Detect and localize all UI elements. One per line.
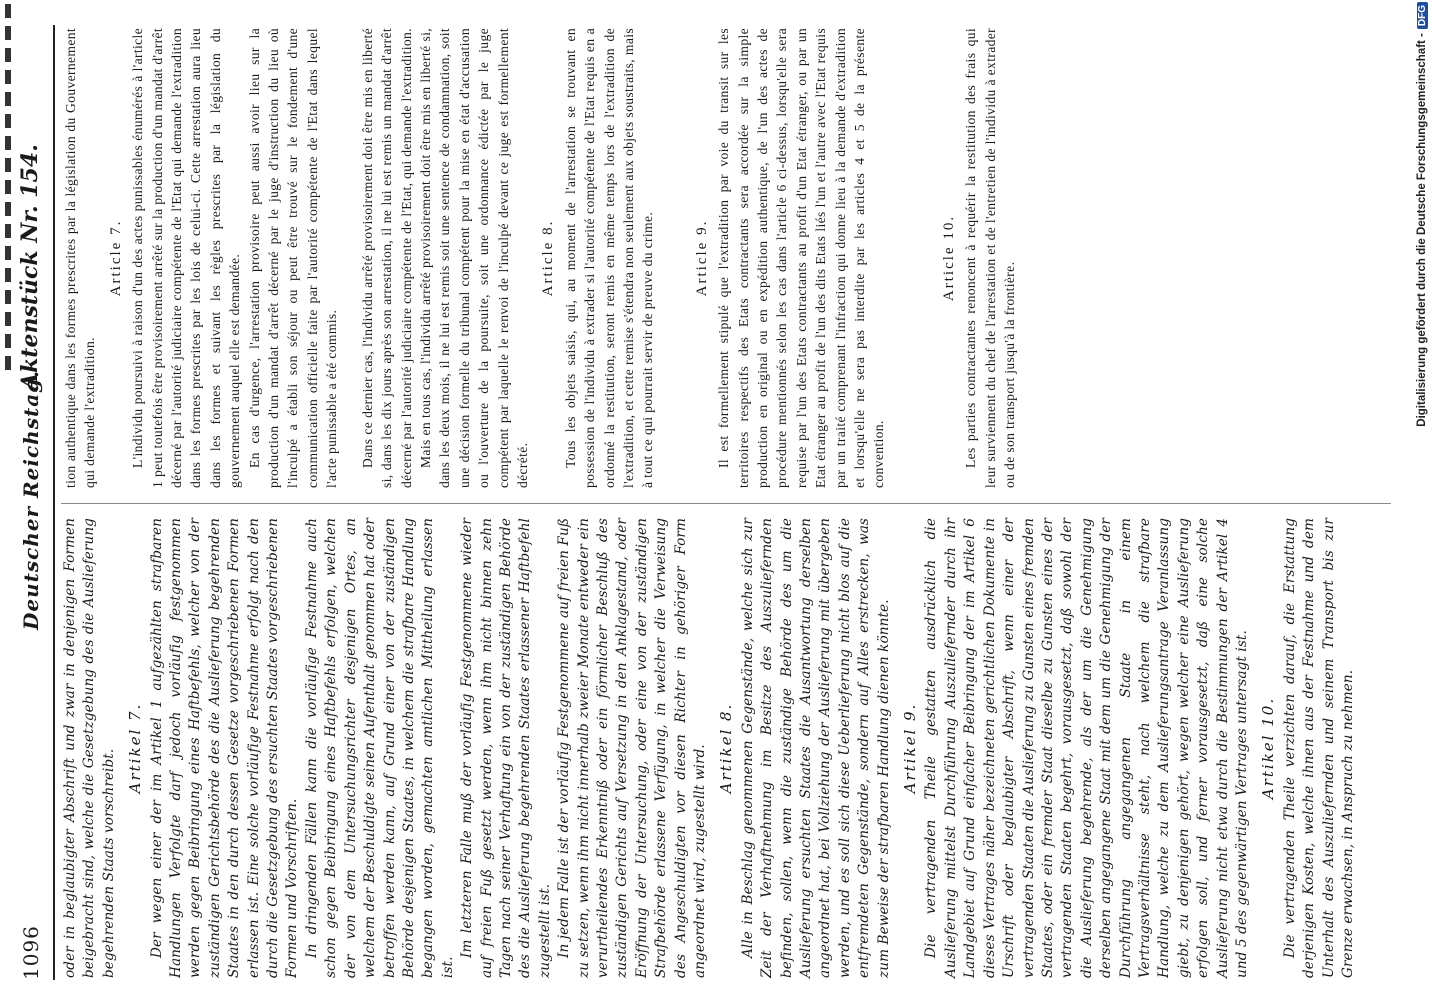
digitization-note <box>1416 2 1432 992</box>
german-article-7-para-3: Im letzteren Falle muß der vorläufig Festgenommene wieder auf freien Fuß gesetzt werden, wenn ihm nicht binnen zehn Tagen nach seiner Verhaftung ein von der zuständigen Behörde des die Auslieferung begehrenden Staates erlassener Haftbefehl zugestellt ist. <box>459 518 553 978</box>
french-article-7-para-3: Dans ce dernier cas, l'individu arrêté provisoirement doit être mis en liberté si, dans les dix jours après son arrestation, il ne lui est remis un mandat d'arrêt décerné par l'autorité judiciaire compétente de l'Etat, qui demande l'extradition. <box>359 28 414 488</box>
german-article-8-heading: Artikel 8. <box>717 702 736 794</box>
french-article-8-para-1: Tous les objets saisis, qui, au moment de l'arrestation se trouvant en possession de l'individu à extrader si l'autorité compétente de l'Etat requis en a ordonné la restitution, seront remis en même temps lors de l'extradition de l'extradition, et cette remise s'étendra non seulement aux objets soustraits, mais à tout ce qui pourrait servir de preuve du crime. <box>562 28 656 488</box>
french-column <box>61 28 1019 488</box>
german-article-7-heading: Artikel 7. <box>126 702 145 794</box>
digitization-footer <box>1414 2 1432 998</box>
german-article-9-heading: Artikel 9. <box>901 702 920 794</box>
french-intro: tion authentique dans les formes prescrites par la législation du Gouvernement qui demande l'extradition. <box>63 28 98 488</box>
french-article-10-heading: Article 10. <box>940 214 957 302</box>
french-article-7-para-2: En cas d'urgence, l'arrestation provisoire peut aussi avoir lieu sur la production d'un mandat d'arrêt décerné par le juge d'instruction du lieu où l'inculpé a établi son séjour ou peut être trouvé sur le fondement d'une communication officielle faite par l'autorité compétente de l'Etat dans lequel l'acte punissable a été commis. <box>246 28 340 488</box>
german-article-9-para-1: Die vertragenden Theile gestatten ausdrücklich die Auslieferung mittelst Durchführung Auszuliefernder durch ihr Landgebiet auf Grund einfacher Beibringung der im Artikel 6 dieses Vertrages näher bezeichneten gerichtlichen Dokumente in Urschrift oder beglaubigter Abschrift, wenn einer der vertragenden Staaten die Auslieferung zu Gunsten eines fremden Staates, oder ein fremder Staat dieselbe zu Gunsten eines der vertragenden Staaten begehrt, vorausgesetzt, daß sowohl der die Auslieferung begehrende, als der um die Genehmigung derselben angegangene Staat mit dem um die Genehmigung der Durchführung angegangenen Staate in einem Vertragsverhältnisse steht, nach welchem die strafbare Handlung, welche zu dem Auslieferungsantrage Veranlassung giebt, zu denjenigen gehört, wegen welcher eine Auslieferung erfolgen soll, und ferner vorausgesetzt, daß eine solche Auslieferung nicht etwa durch die Bestimmungen der Artikel 4 und 5 des gegenwärtigen Vertrages untersagt ist. <box>923 518 1250 978</box>
german-article-10-para-1: Die vertragenden Theile verzichten darauf, die Erstattung derjenigen Kosten, welche ihnen aus der Festnahme und dem Unterhalt des Auszuliefernden und seinem Transport bis zur Grenze erwachsen, in Anspruch zu nehmen. <box>1281 518 1356 978</box>
french-article-10-para-1: Les parties contractantes renoncent à requérir la restitution des frais qui leur surviennent du chef de l'arrestation et de l'entretien de l'individu à extrader ou de son transport jusqu'à la frontière. <box>963 28 1018 488</box>
french-article-7-para-4: Mais en tous cas, l'individu arrêté provisoirement doit être mis en liberté si, dans les deux mois, il ne lui est remis soit une sentence de condamnation, soit une décision formelle du tribunal compétent pour la mise en état d'accusation ou l'ouverture de la poursuite, soit une ordonnance édictée par le juge compétent par laquelle le renvoi de l'inculpé devant ce juge est formellement décrété. <box>417 28 530 488</box>
french-article-8-heading: Article 8. <box>540 219 557 297</box>
german-intro: oder in beglaubigter Abschrift und zwar in denjenigen Formen beigebracht sind, welche die Gesetzgebung des die Auslieferung begehrenden Staats vorschreibt. <box>62 518 117 978</box>
scanned-page <box>5 10 1405 990</box>
scan-edge-artifact <box>5 0 11 370</box>
running-title: Deutscher Reichstag. <box>19 369 43 630</box>
german-article-7-para-1: Der wegen einer der im Artikel 1 aufgezählten strafbaren Handlungen Verfolgte darf jedoch vorläufig festgenommen werden gegen Beibringung eines Haftbefehls, welcher von der zuständigen Gerichtsbehörde des die Auslieferung begehrenden Staates in den durch dessen Gesetze vorgeschriebenen Formen erlassen ist. Eine solche vorläufige Festnahme erfolgt nach den durch die Gesetzgebung des ersuchten Staates vorgeschriebenen Formen und Vorschriften. <box>148 518 301 978</box>
page-header <box>13 25 55 980</box>
german-article-8-para-1: Alle in Beschlag genommenen Gegenstände, welche sich zur Zeit der Verhaftnehmung im Besitze des Auszuliefernden befinden, sollen, wenn die zuständige Behörde des um die Auslieferung ersuchten Staates die Ausantwortung derselben angeordnet hat, bei Vollziehung der Auslieferung mit übergeben werden, und es soll sich diese Ueberlieferung nicht blos auf die entfremdeten Gegenstände, sondern auf Alles erstrecken, was zum Beweise der strafbaren Handlung dienen könnte. <box>739 518 892 978</box>
french-article-9-heading: Article 9. <box>693 219 710 297</box>
french-article-7-heading: Article 7. <box>107 219 124 297</box>
german-article-7-para-2: In dringenden Fällen kann die vorläufige Festnahme auch schon gegen Beibringung eines Haftbefehls erfolgen, welchen der von dem Untersuchungsrichter desjenigen Ortes, an welchem der Beschuldigte seinen Aufenthalt genommen hat oder betroffen werden kann, auf Grund einer von der zuständigen Behörde desjenigen Staates, in welchem die strafbare Handlung begangen worden, gemachten amtlichen Mittheilung erlassen ist. <box>303 518 456 978</box>
german-article-7-para-4: In jedem Falle ist der vorläufig Festgenommene auf freien Fuß zu setzen, wenn ihm nicht innerhalb zweier Monate entweder ein verurtheilendes Erkenntniß oder ein förmlicher Beschluß des zuständigen Gerichts auf Versetzung in den Anklagestand, oder Eröffnung der Untersuchung, oder eine von der zuständigen Strafbehörde erlassene Verfügung, in welcher die Verweisung des Angeschuldigten vor diesen Richter in gehöriger Form angeordnet wird, zugestellt wird. <box>556 518 708 978</box>
french-article-7-para-1: L'individu poursuivi à raison d'un des actes punissables énumérés à l'article 1 peut toutefois être provisoirement arrêté sur la production d'un mandat d'arrêt décerné par l'autorité judiciaire compétente de l'Etat qui demande l'extradition dans les formes prescrites par les lois de celui-ci. Cette arrestation aura lieu dans les formes et suivant les règles prescrites par la législation du gouvernement auquel elle est demandée. <box>130 28 243 488</box>
dfg-logo: DFG <box>1417 2 1428 29</box>
column-divider <box>61 503 1391 504</box>
page-number: 1096 <box>19 925 43 980</box>
french-article-9-para-1: Il est formellement stipulé que l'extradition par voie du transit sur les territoires respectifs des Etats contractants sera accordée sur la simple production en original ou en expédition authentique, de l'un des actes de procédure mentionnés selon les cas dans l'article 6 ci-dessus, lorsqu'elle sera requise par l'un des Etats contractants au profit d'un Etat étranger, ou par un Etat étranger au profit de l'un des dits Etats liés l'un et l'autre avec l'Etat requis par un traité comprenant l'infraction qui donne lieu à la demande d'extradition et lorsqu'elle ne sera pas interdite par les articles 4 et 5 de la présente convention. <box>716 28 887 488</box>
digitization-note-text: Digitalisierung gefördert durch die Deutsche Forschungsgemeinschaft - <box>1416 33 1428 427</box>
german-column <box>61 518 1358 978</box>
german-article-10-heading: Artikel 10. <box>1259 696 1278 800</box>
document-number: Aktenstück Nr. 154. <box>17 144 43 390</box>
